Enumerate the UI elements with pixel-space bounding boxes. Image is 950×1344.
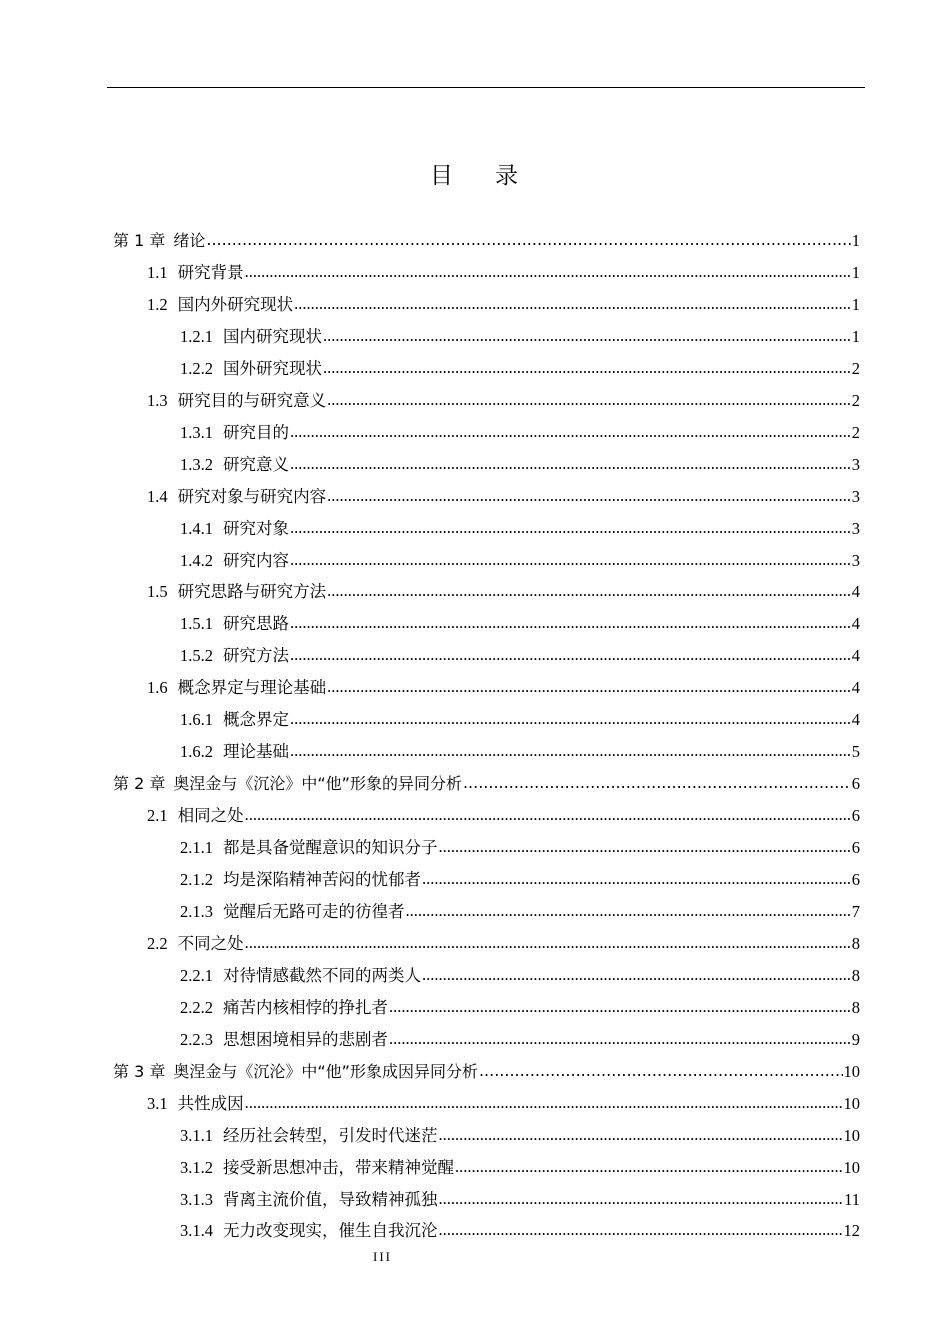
toc-dot-leader: [206, 229, 850, 251]
toc-dot-leader: [327, 485, 851, 507]
toc-dot-leader: [422, 964, 851, 986]
toc-dot-leader: [290, 612, 851, 634]
toc-entry-title: 研究对象与研究内容: [177, 486, 327, 506]
toc-dot-leader: [479, 1060, 843, 1082]
toc-entry-number: 1.5.1: [180, 614, 213, 634]
toc-entry-title: 均是深陷精神苦闷的忧郁者: [223, 870, 421, 889]
toc-entry-title: 接受新思想冲击，带来精神觉醒: [223, 1157, 454, 1177]
toc-subsection-entry[interactable]: [180, 859, 860, 891]
toc-entry-page: 7: [851, 901, 860, 921]
toc-subsection-entry[interactable]: [180, 444, 860, 476]
toc-entry-title: 国内外研究现状: [177, 294, 294, 314]
toc-entry-page: 10: [843, 1061, 860, 1081]
toc-entry-title: 相同之处: [177, 806, 244, 826]
toc-section-entry[interactable]: [147, 380, 860, 412]
toc-entry-number: 1.6: [147, 678, 168, 698]
toc-entry-number: 1.4: [147, 486, 168, 506]
toc-entry-number: 2.2.1: [180, 965, 213, 985]
toc-entry-number: 1.3.1: [180, 422, 213, 442]
toc-subsection-entry[interactable]: [180, 1147, 860, 1179]
toc-entry-number: 2.1.2: [180, 870, 213, 889]
toc-section-entry[interactable]: [147, 571, 860, 603]
toc-section-entry[interactable]: [147, 795, 860, 827]
toc-dot-leader: [245, 932, 851, 954]
toc-subsection-entry[interactable]: [180, 987, 860, 1019]
toc-entry-title: 研究思路: [223, 614, 289, 634]
toc-subsection-entry[interactable]: [180, 348, 860, 380]
toc-entry-page: 9: [851, 1029, 860, 1049]
toc-dot-leader: [327, 580, 851, 602]
toc-entry-number: 3.1.2: [180, 1157, 213, 1177]
title-char-2: 录: [495, 163, 520, 189]
page-title: [0, 157, 950, 190]
toc-entry-number: 2.1: [147, 806, 168, 826]
toc-entry-title: 痛苦内核相悖的挣扎者: [223, 997, 388, 1017]
toc-dot-leader: [294, 293, 851, 315]
toc-dot-leader: [323, 357, 851, 379]
toc-entry-page: 4: [851, 646, 860, 666]
toc-entry-number: 第 3 章: [113, 1061, 166, 1081]
toc-entry-title: 经历社会转型，引发时代迷茫: [223, 1125, 438, 1145]
toc-entry-number: 2.1.3: [180, 901, 213, 921]
toc-subsection-entry[interactable]: [180, 699, 860, 731]
toc-dot-leader: [290, 453, 851, 475]
toc-entry-page: 3: [851, 454, 860, 474]
toc-entry-title: 奥涅金与《沉沦》中“他”形象成因异同分析: [173, 1061, 478, 1081]
toc-entry-page: 3: [851, 518, 860, 538]
toc-dot-leader: [290, 549, 851, 571]
toc-dot-leader: [439, 1188, 844, 1210]
toc-entry-number: 1.1: [147, 262, 168, 282]
toc-entry-number: 1.4.1: [180, 518, 213, 538]
toc-entry-title: 研究目的与研究意义: [177, 390, 327, 410]
toc-entry-number: 1.4.2: [180, 550, 213, 570]
toc-entry-title: 奥涅金与《沉沦》中“他”形象的异同分析: [173, 774, 462, 794]
toc-subsection-entry[interactable]: [180, 603, 860, 635]
toc-dot-leader: [290, 517, 851, 539]
toc-dot-leader: [290, 421, 851, 443]
toc-entry-title: 国内研究现状: [223, 326, 322, 346]
toc-dot-leader: [406, 900, 851, 922]
toc-dot-leader: [245, 261, 851, 283]
toc-dot-leader: [455, 1156, 843, 1178]
toc-entry-title: 国外研究现状: [223, 358, 322, 378]
toc-subsection-entry[interactable]: [180, 1115, 860, 1147]
toc-entry-page: 6: [851, 774, 860, 794]
toc-entry-number: 1.6.1: [180, 710, 213, 730]
toc-chapter-entry[interactable]: [113, 763, 860, 795]
toc-subsection-entry[interactable]: [180, 540, 860, 572]
toc-entry-title: 研究对象: [223, 518, 289, 538]
toc-dot-leader: [439, 1124, 843, 1146]
toc-entry-number: 2.1.1: [180, 838, 213, 858]
toc-entry-page: 10: [843, 1125, 860, 1145]
toc-dot-leader: [245, 804, 851, 826]
toc-entry-number: 1.5: [147, 582, 168, 602]
toc-entry-page: 1: [851, 294, 860, 314]
toc-entry-number: 1.6.2: [180, 742, 213, 762]
toc-entry-page: 1: [851, 231, 860, 250]
toc-entry-title: 理论基础: [223, 742, 289, 762]
toc-entry-title: 共性成因: [177, 1093, 244, 1113]
toc-dot-leader: [439, 836, 851, 858]
toc-entry-page: 2: [851, 390, 860, 410]
toc-entry-page: 6: [851, 806, 860, 826]
toc-subsection-entry[interactable]: [180, 891, 860, 923]
toc-entry-title: 不同之处: [177, 933, 244, 953]
header-rule: [107, 87, 865, 88]
toc-entry-page: 8: [851, 997, 860, 1017]
toc-entry-number: 1.5.2: [180, 646, 213, 666]
toc-subsection-entry[interactable]: [180, 827, 860, 859]
toc-entry-page: 4: [851, 710, 860, 730]
toc-entry-title: 研究意义: [223, 454, 289, 474]
toc-entry-title: 研究方法: [223, 646, 289, 666]
toc-dot-leader: [439, 1219, 843, 1241]
toc-entry-page: 4: [851, 582, 860, 602]
toc-dot-leader: [327, 676, 851, 698]
toc-section-entry[interactable]: [147, 667, 860, 699]
toc-entry-number: 1.2.1: [180, 326, 213, 346]
toc-subsection-entry[interactable]: [180, 955, 860, 987]
toc-entry-title: 研究内容: [223, 550, 289, 570]
toc-dot-leader: [327, 389, 851, 411]
toc-subsection-entry[interactable]: [180, 1019, 860, 1051]
toc-dot-leader: [245, 1092, 843, 1114]
toc-section-entry[interactable]: [147, 476, 860, 508]
toc-entry-title: 概念界定: [223, 710, 289, 730]
toc-entry-title: 绪论: [173, 231, 206, 250]
toc-entry-title: 对待情感截然不同的两类人: [223, 965, 421, 985]
toc-chapter-entry[interactable]: [113, 220, 860, 252]
toc-dot-leader: [389, 996, 851, 1018]
toc-chapter-entry[interactable]: [113, 1051, 860, 1083]
toc-entry-title: 思想困境相异的悲剧者: [223, 1029, 388, 1049]
toc-entry-page: 8: [851, 933, 860, 953]
toc-section-entry[interactable]: [147, 284, 860, 316]
toc-entry-page: 1: [851, 262, 860, 282]
toc-entry-title: 觉醒后无路可走的彷徨者: [223, 901, 405, 921]
toc-entry-title: 研究目的: [223, 422, 289, 442]
toc-dot-leader: [290, 740, 851, 762]
toc-entry-page: 3: [851, 550, 860, 570]
toc-subsection-entry[interactable]: [180, 1210, 860, 1242]
toc-entry-page: 12: [843, 1221, 860, 1241]
toc-entry-number: 3.1.3: [180, 1189, 213, 1209]
toc-entry-page: 11: [844, 1189, 860, 1209]
toc-dot-leader: [463, 772, 851, 794]
toc-entry-page: 4: [851, 614, 860, 634]
toc-entry-page: 8: [851, 965, 860, 985]
toc-entry-title: 研究思路与研究方法: [177, 582, 327, 602]
toc-entry-title: 背离主流价值，导致精神孤独: [223, 1189, 438, 1209]
toc-entry-number: 第 2 章: [113, 774, 166, 794]
toc-subsection-entry[interactable]: [180, 412, 860, 444]
toc-entry-number: 3.1.1: [180, 1125, 213, 1145]
toc-section-entry[interactable]: [147, 1083, 860, 1115]
toc-entry-number: 2.2.3: [180, 1029, 213, 1049]
toc-entry-title: 研究背景: [177, 262, 244, 282]
toc-section-entry[interactable]: [147, 252, 860, 284]
toc-entry-number: 2.2.2: [180, 997, 213, 1017]
toc-entry-page: 1: [851, 326, 860, 346]
toc-entry-page: 6: [851, 870, 860, 889]
toc-entry-number: 第 1 章: [113, 231, 166, 250]
toc-subsection-entry[interactable]: [180, 508, 860, 540]
toc-entry-number: 1.2: [147, 294, 168, 314]
toc-subsection-entry[interactable]: [180, 1179, 860, 1211]
toc-entry-page: 4: [851, 678, 860, 698]
toc-dot-leader: [290, 644, 851, 666]
toc-dot-leader: [323, 325, 851, 347]
toc-entry-page: 3: [851, 486, 860, 506]
toc-entry-title: 概念界定与理论基础: [177, 678, 327, 698]
toc-subsection-entry[interactable]: [180, 731, 860, 763]
toc-entry-page: 6: [851, 838, 860, 858]
toc-entry-number: 3.1: [147, 1093, 168, 1113]
toc-section-entry[interactable]: [147, 923, 860, 955]
toc-dot-leader: [389, 1028, 851, 1050]
toc-entry-page: 5: [851, 742, 860, 762]
toc-entry-number: 2.2: [147, 933, 168, 953]
toc-dot-leader: [290, 708, 851, 730]
toc-entry-number: 1.2.2: [180, 358, 213, 378]
toc-entry-page: 10: [843, 1093, 860, 1113]
toc-entry-page: 10: [843, 1157, 860, 1177]
toc-entry-page: 2: [851, 358, 860, 378]
toc-entry-page: 2: [851, 422, 860, 442]
title-char-1: 目: [430, 163, 455, 189]
toc-entry-number: 3.1.4: [180, 1221, 213, 1241]
toc-entry-title: 无力改变现实，催生自我沉沦: [223, 1221, 438, 1241]
toc-entry-number: 1.3.2: [180, 454, 213, 474]
toc-dot-leader: [422, 868, 851, 890]
toc-subsection-entry[interactable]: [180, 635, 860, 667]
toc-entry-number: 1.3: [147, 390, 168, 410]
toc-subsection-entry[interactable]: [180, 316, 860, 348]
toc-entry-title: 都是具备觉醒意识的知识分子: [223, 838, 438, 858]
page-number: III: [373, 1249, 392, 1264]
